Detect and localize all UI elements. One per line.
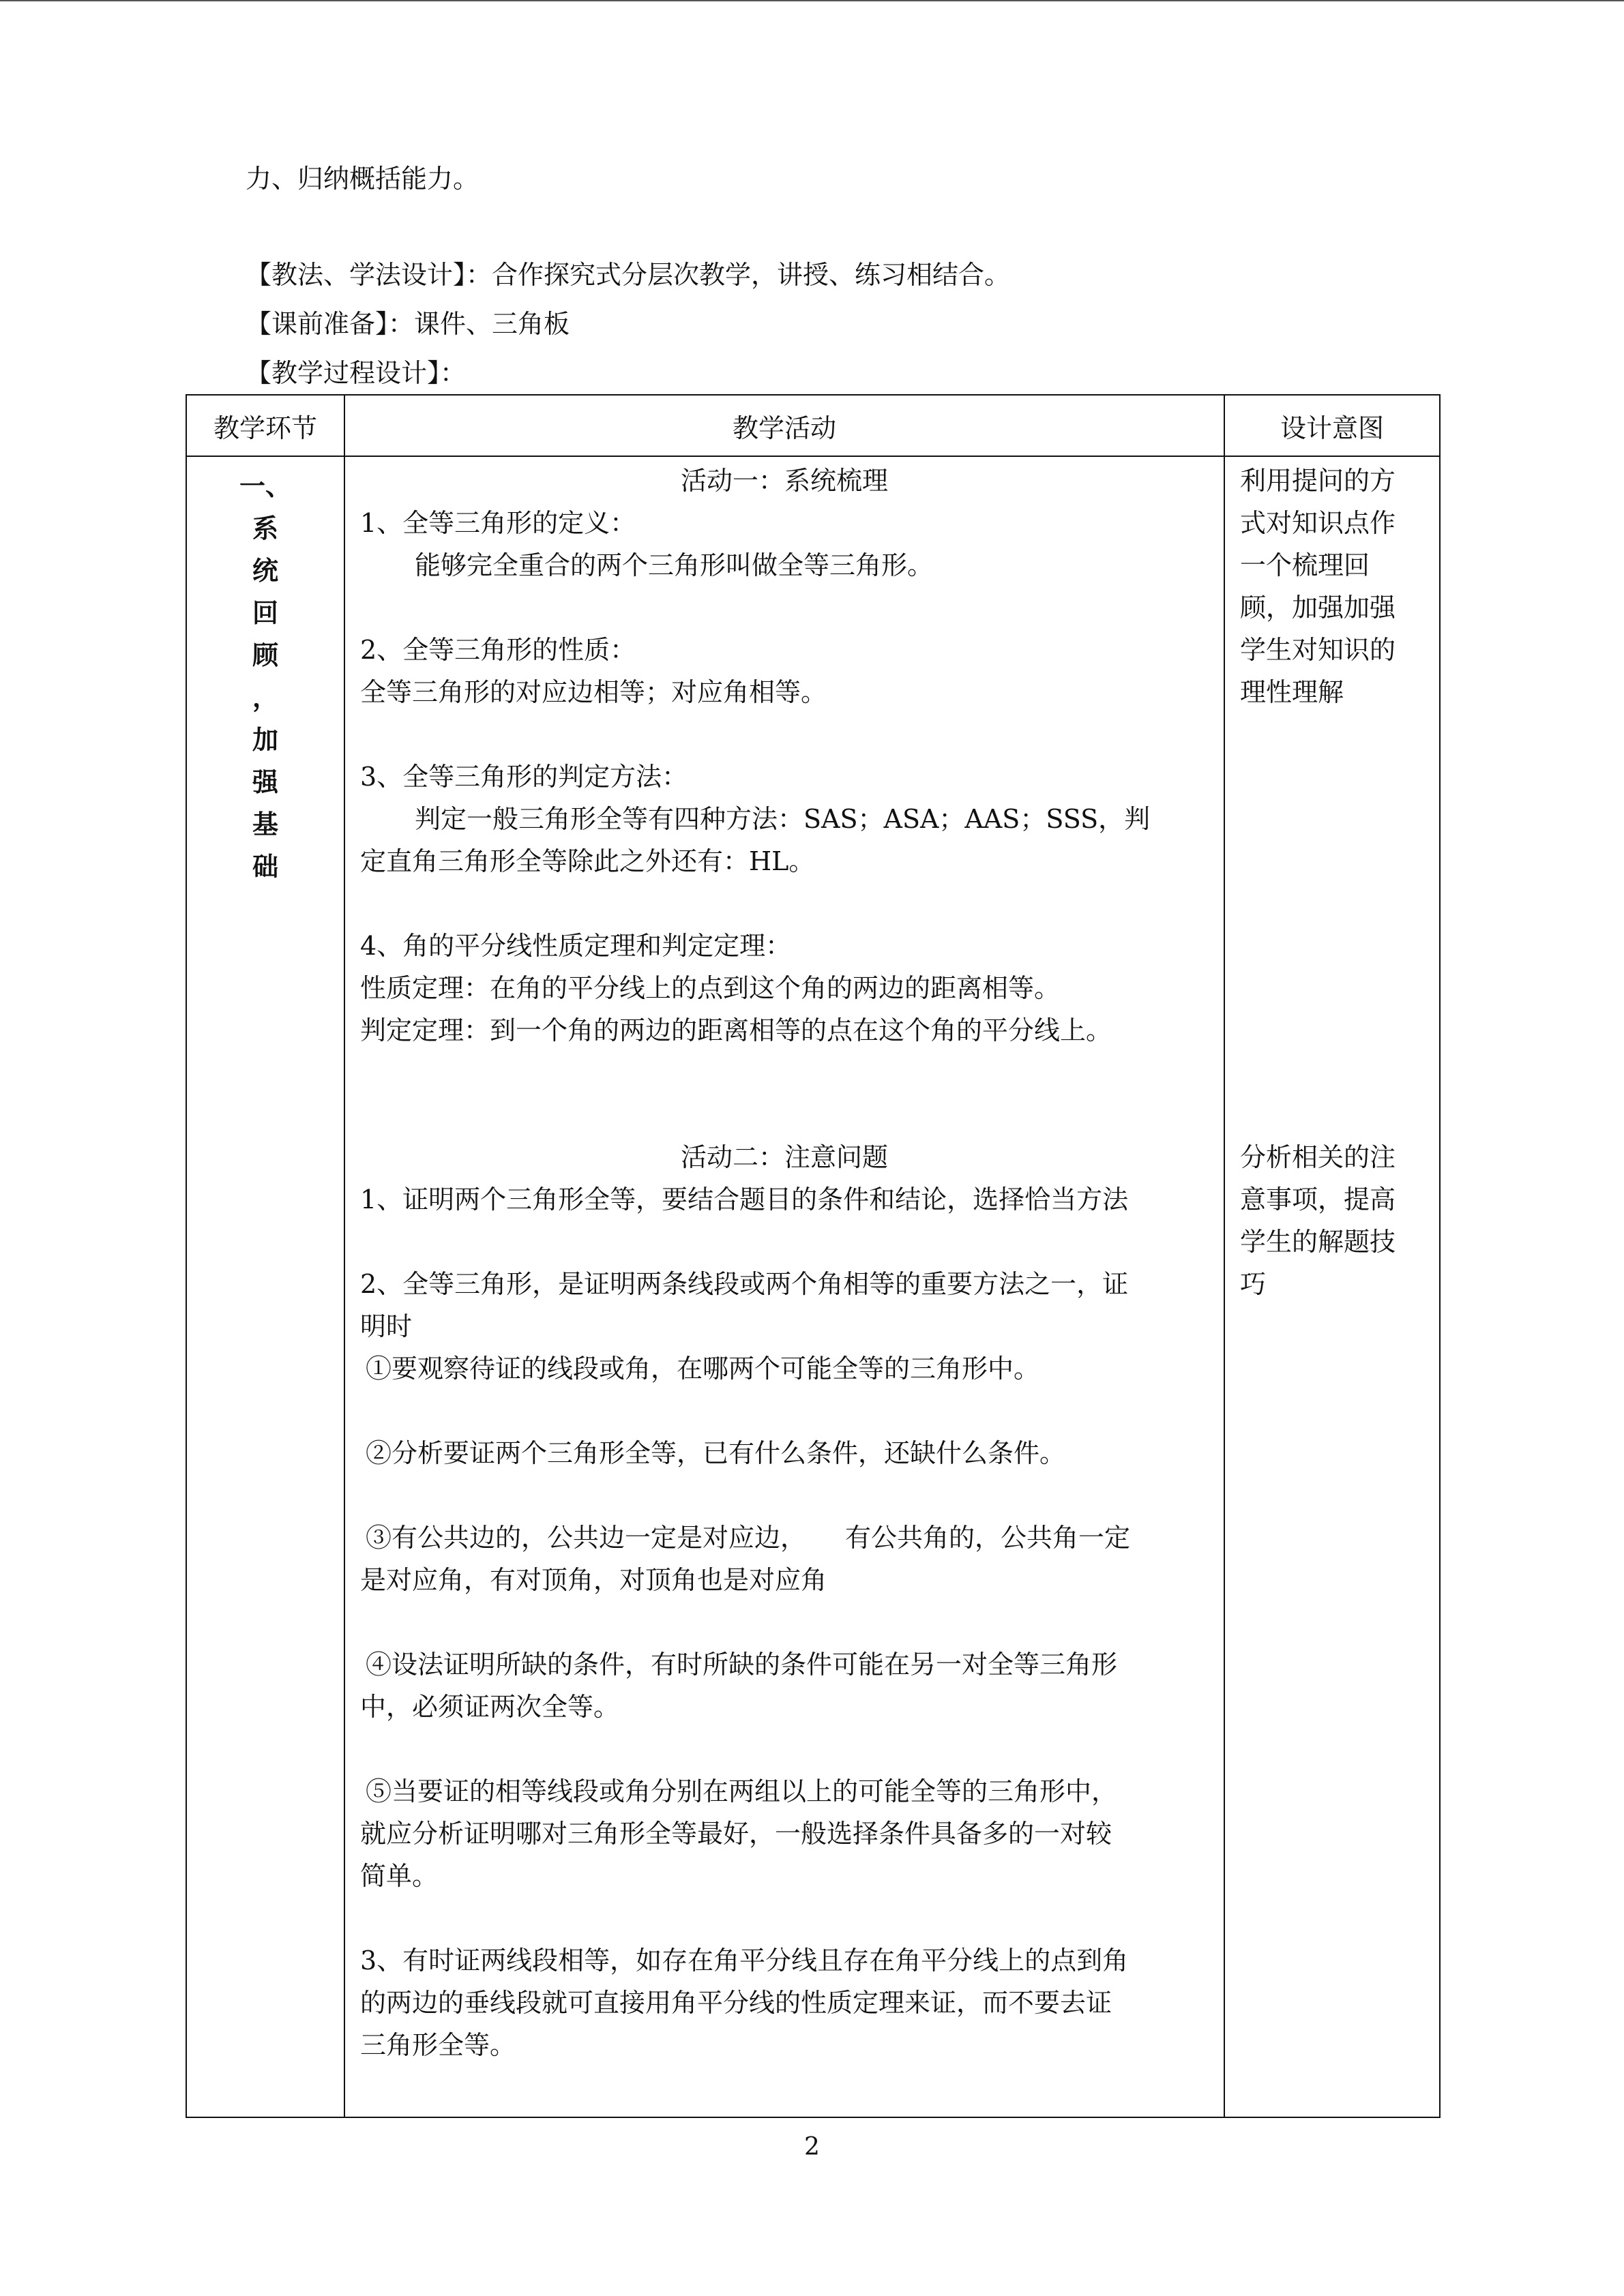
- paragraph: 1、全等三角形的定义：: [360, 508, 636, 538]
- paragraph: 就应分析证明哪对三角形全等最好，一般选择条件具备多的一对较: [360, 1819, 1112, 1849]
- paragraph: 3、有时证两线段相等，如存在角平分线且存在角平分线上的点到角: [360, 1945, 1129, 1976]
- paragraph: 3、全等三角形的判定方法：: [360, 762, 688, 792]
- paragraph: 三角形全等。: [360, 2030, 516, 2060]
- intent-line: 分析相关的注: [1240, 1142, 1396, 1172]
- stage-char: 强: [252, 766, 278, 797]
- intent-line: 巧: [1240, 1269, 1267, 1299]
- stage-cell: [186, 456, 344, 2117]
- header-stage: 教学环节: [186, 395, 344, 456]
- header-intent: 设计意图: [1224, 395, 1440, 456]
- paragraph: 能够完全重合的两个三角形叫做全等三角形。: [415, 550, 934, 580]
- teaching-process-table: [186, 394, 1441, 2118]
- page-number: 2: [804, 2133, 820, 2161]
- table-row: [186, 456, 1440, 2117]
- intent-line: 学生的解题技: [1240, 1227, 1396, 1257]
- activity-cell: [344, 456, 1224, 2117]
- paragraph: 2、全等三角形，是证明两条线段或两个角相等的重要方法之一，证: [360, 1269, 1129, 1299]
- intent-line: 学生对知识的: [1240, 635, 1396, 665]
- stage-char: 加: [252, 724, 278, 755]
- paragraph: 2、全等三角形的性质：: [360, 635, 636, 665]
- paragraph: 全等三角形的对应边相等；对应角相等。: [360, 677, 827, 707]
- intent-cell: [1224, 456, 1440, 2117]
- paragraph: ⑤当要证的相等线段或角分别在两组以上的可能全等的三角形中，: [366, 1776, 1118, 1806]
- paragraph: 中，必须证两次全等。: [360, 1692, 620, 1722]
- paragraph: 1、证明两个三角形全等，要结合题目的条件和结论，选择恰当方法: [360, 1184, 1129, 1214]
- paragraph: ①要观察待证的线段或角，在哪两个可能全等的三角形中。: [366, 1354, 1040, 1384]
- intent-line: 利用提问的方: [1240, 466, 1396, 496]
- paragraph: ③有公共边的，公共边一定是对应边， 有公共角的，公共角一定: [366, 1523, 1131, 1553]
- stage-char: 础: [252, 851, 278, 882]
- activity-one-title: 活动一：系统梳理: [680, 466, 888, 496]
- stage-char: ，: [252, 682, 278, 713]
- stage-char: 一、: [239, 471, 291, 501]
- intent-line: 理性理解: [1240, 677, 1344, 707]
- intent-line: 意事项，提高: [1240, 1184, 1396, 1214]
- activity-content: [345, 457, 1224, 2066]
- paragraph: 定直角三角形全等除此之外还有：HL。: [360, 846, 815, 876]
- paragraph: ②分析要证两个三角形全等，已有什么条件，还缺什么条件。: [366, 1438, 1066, 1468]
- intro-line-process: 【教学过程设计】：: [246, 358, 467, 388]
- intent-line: 一个梳理回: [1240, 550, 1370, 580]
- activity-two-title: 活动二：注意问题: [680, 1142, 888, 1172]
- intro-line-ability: 力、归纳概括能力。: [246, 164, 479, 194]
- paragraph: 的两边的垂线段就可直接用角平分线的性质定理来证，而不要去证: [360, 1988, 1112, 2018]
- stage-char: 统: [252, 555, 278, 586]
- header-activity: 教学活动: [344, 395, 1224, 456]
- table-header-row: [186, 395, 1440, 456]
- paragraph: 是对应角，有对顶角，对顶角也是对应角: [360, 1565, 827, 1595]
- paragraph: ④设法证明所缺的条件，有时所缺的条件可能在另一对全等三角形: [366, 1650, 1118, 1680]
- intro-line-method: 【教法、学法设计】：合作探究式分层次教学，讲授、练习相结合。: [246, 260, 1011, 290]
- paragraph: 明时: [360, 1311, 413, 1341]
- stage-char: 系: [252, 513, 278, 543]
- intent-line: 式对知识点作: [1240, 508, 1396, 538]
- paragraph: 判定一般三角形全等有四种方法：SAS；ASA；AAS；SSS，判: [415, 804, 1151, 834]
- stage-char: 基: [252, 809, 278, 839]
- intent-content: [1225, 457, 1439, 1305]
- paragraph: 简单。: [360, 1861, 439, 1891]
- intent-line: 顾，加强加强: [1240, 593, 1396, 623]
- stage-label: [187, 457, 344, 888]
- stage-char: 回: [252, 597, 278, 628]
- paragraph: 判定定理：到一个角的两边的距离相等的点在这个角的平分线上。: [360, 1015, 1112, 1045]
- paragraph: 性质定理：在角的平分线上的点到这个角的两边的距离相等。: [360, 973, 1061, 1003]
- page-top-border: [0, 0, 1624, 1]
- intro-line-preparation: 【课前准备】：课件、三角板: [246, 309, 570, 339]
- stage-char: 顾: [252, 640, 278, 670]
- paragraph: 4、角的平分线性质定理和判定定理：: [360, 931, 792, 961]
